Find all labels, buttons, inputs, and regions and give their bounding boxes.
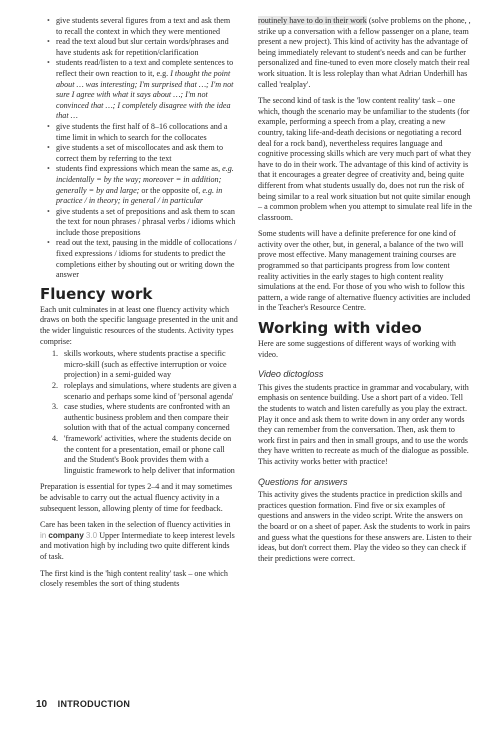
- list-item: 4. 'framework' activities, where the students decide on the content for a presentation, email or phone call and the Student's Book provides them with a linguistic framework to help deliver that information: [52, 433, 235, 475]
- reading-activity-list: [40, 16, 238, 281]
- highlighted-text: routinely have to do in their work: [258, 16, 367, 25]
- list-item: 2. roleplays and simulations, where students are given a scenario and perhaps some kind of 'personal agenda': [52, 381, 237, 401]
- right-column: [258, 16, 472, 570]
- brand-logo: in company 3.0: [40, 530, 98, 540]
- list-item: • students find expressions which mean the same as, e.g. incidentally = by the way; moreover = in addition; generally = by and large; or the opposite of, e.g. in practice / in theory; in general / in particular: [56, 164, 238, 206]
- paragraph: routinely have to do in their work (solve problems on the phone, , strike up a conversation with a fellow passenger on a plane, team present a new project). This kind of activity has the advantage of being immediately relevant to student's needs and can be further personalized and fine-tuned to even more closely match their real work situation. It is less roleplay than what Adrian Underhill has called 'realplay'.: [258, 16, 471, 89]
- paragraph: This gives the students practice in grammar and vocabulary, with emphasis on sentence building. Use a short part of a video. Tell the students to watch and listen carefully as you play the extract. Play it once and ask them to write down in any order any words they can remember from the conversation. Then, ask them to work first in pairs and then in small groups, and to use the words they have written to recreate as much of the dialogue as possible. This activity works better with practice!: [258, 382, 469, 466]
- example-phrases: I thought the point about … was interesting; I'm surprised that …; I'm not sure I agree with what it says about …; I'm not convinced that …; I completely disagree with the idea that …: [56, 68, 234, 121]
- paragraph: Some students will have a definite preference for one kind of activity over the other, but, in general, a balance of the two will prove most effective. Many management training courses are programmed so that participants progress from low content reality activities in the early stages to high content reality simulations at the end. For those of you who wish to follow this pattern, a wide range of alternative fluency activities are included in the Teacher's Resource Centre.: [258, 229, 471, 313]
- questions-for-answers-heading: Questions for answers: [258, 476, 348, 487]
- list-item: 1. skills workouts, where students practise a specific micro-skill (such as effective interruption or voice projection) in a semi-guided way: [52, 349, 227, 380]
- paragraph: Care has been taken in the selection of fluency activities in in company 3.0 Upper Intermediate to keep interest levels and motivation high by including two quite different kinds of task.: [40, 520, 235, 561]
- paragraph: The second kind of task is the 'low content reality' task – one which, though the scenario may be unfamiliar to the students (for example, performing a speech from a play, creating a new country, taking life-and-death decisions or negotiating a record deal for a rock band), nevertheless requires language and cognitive processing skills which are very much part of what they have to do in their work. The advantage of this kind of activity is that it encourages a greater degree of creativity and, being quite different from what students usually do, does not run the risk of being similar to a real work situation but not quite similar enough – a common problem when you attempt to simulate real life in the classroom.: [258, 96, 472, 222]
- list-item: • give students several figures from a text and ask them to recall the context in which they were mentioned: [56, 16, 238, 37]
- video-intro: Here are some suggestions of different ways of working with video.: [258, 339, 456, 359]
- list-item: • give students a set of prepositions and ask them to scan the text for noun phrases / phrasal verbs / idioms which include those prepositions: [56, 207, 238, 239]
- working-with-video-heading: Working with video: [258, 319, 422, 338]
- list-item: • students read/listen to a text and complete sentences to reflect their own reaction to it, e.g. I thought the point about … was interesting; I'm surprised that …; I'm not sure I agree with what it says about …; I'm not convinced that …; I completely disagree with the idea that …: [56, 58, 238, 122]
- section-title: INTRODUCTION: [57, 699, 131, 709]
- video-dictogloss-heading: Video dictogloss: [258, 369, 324, 380]
- list-item: • give students the first half of 8–16 collocations and a time limit in which to search for the collocates: [56, 122, 238, 143]
- page-number: 10: [36, 699, 48, 710]
- list-item: 3. case studies, where students are confronted with an authentic business problem and then compare their solution with that of the actual company concerned: [52, 402, 230, 433]
- list-item: • read the text aloud but slur certain words/phrases and have students ask for repetition/clarification: [56, 37, 238, 58]
- list-item: • read out the text, pausing in the middle of collocations / fixed expressions / idioms for students to predict the completions either by shouting out or writing down the answer: [56, 238, 238, 280]
- list-item: • give students a set of miscollocates and ask them to correct them by referring to the text: [56, 143, 238, 164]
- left-column: [40, 16, 238, 596]
- example-phrases: e.g. in practice / in theory; in general / in particular: [56, 185, 223, 206]
- activity-types-list: [40, 349, 238, 476]
- paragraph: Preparation is essential for types 2–4 and it may sometimes be advisable to carry out the actual fluency activity in a subsequent lesson, allowing plenty of time for feedback.: [40, 482, 233, 513]
- page-footer: [36, 699, 130, 710]
- fluency-work-heading: Fluency work: [40, 284, 153, 303]
- example-phrases: e.g. incidentally = by the way; moreover = in addition; generally = by and large;: [56, 164, 234, 195]
- fluency-intro: Each unit culminates in at least one fluency activity which draws on both the specific language presented in the unit and the wider linguistic resources of the students. Activity types comprise:: [40, 304, 238, 346]
- paragraph: The first kind is the 'high content reality' task – one which closely resembles the sort of thing students: [40, 568, 228, 589]
- paragraph: This activity gives the students practice in prediction skills and practices question formation. Find five or six examples of questions and answers in the video script. Write the answers on the board or on a sheet of paper. Ask the students to work in pairs and guess what the questions for these answers are. Listen to their ideas, but don't correct them. Play the video so they can check if their predictions were correct.: [258, 490, 472, 563]
